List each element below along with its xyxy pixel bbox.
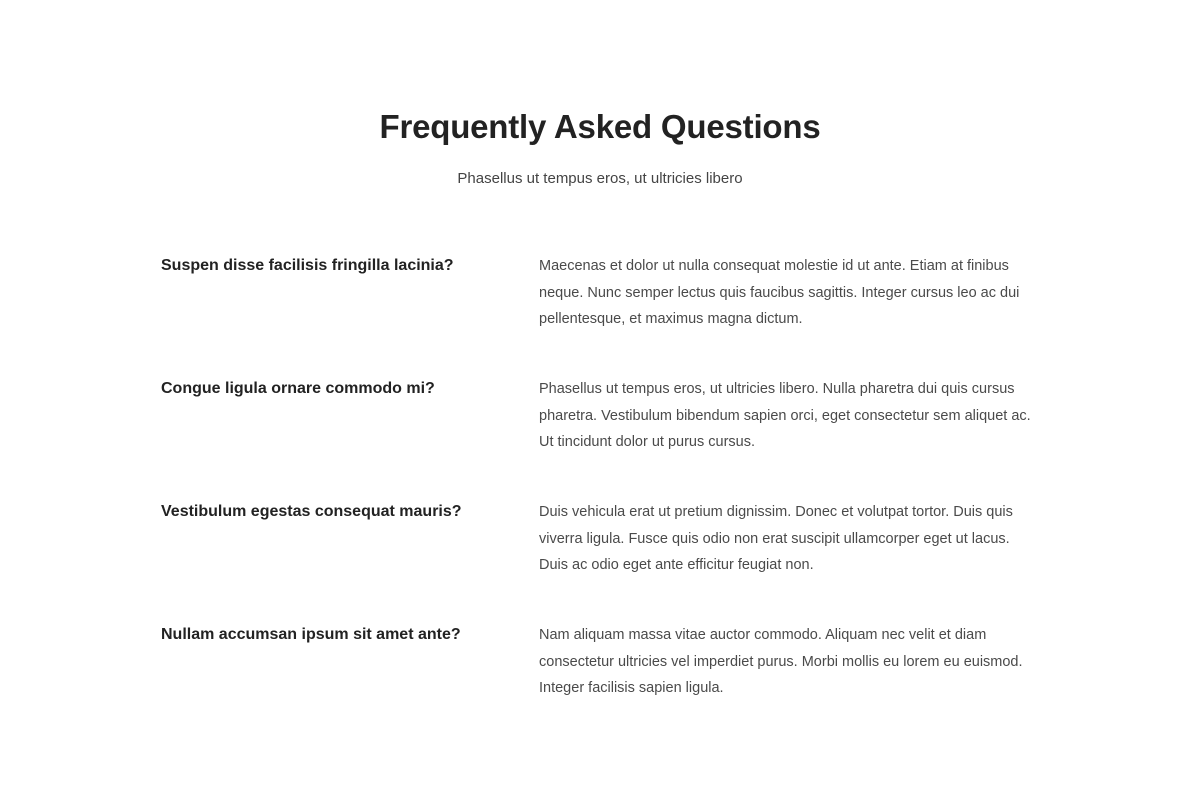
faq-question: Nullam accumsan ipsum sit amet ante?	[161, 626, 461, 643]
faq-answer: Maecenas et dolor ut nulla consequat molestie id ut ante. Etiam at finibus neque. Nunc semper lectus quis faucibus sagittis. Integer cursus leo ac dui pellentesque, et maximus magna dictum.	[539, 258, 1020, 327]
faq-list	[161, 253, 1041, 745]
faq-question: Suspen disse facilisis fringilla lacinia?	[161, 257, 454, 274]
faq-question: Vestibulum egestas consequat mauris?	[161, 503, 462, 520]
faq-header	[0, 106, 1200, 190]
faq-answer: Phasellus ut tempus eros, ut ultricies libero. Nulla pharetra dui quis cursus pharetra. Vestibulum bibendum sapien orci, eget consectetur sem aliquet ac. Ut tincidunt dolor ut purus cursus.	[539, 381, 1031, 450]
faq-question: Congue ligula ornare commodo mi?	[161, 380, 435, 397]
page-title: Frequently Asked Questions	[379, 108, 821, 145]
page-subtitle: Phasellus ut tempus eros, ut ultricies libero	[457, 170, 743, 187]
faq-item	[161, 622, 1041, 745]
faq-answer: Duis vehicula erat ut pretium dignissim. Donec et volutpat tortor. Duis quis viverra ligula. Fusce quis odio non erat suscipit ullamcorper eget ut lacus. Duis ac odio eget ante efficitur feugiat non.	[539, 504, 1013, 573]
faq-item	[161, 376, 1041, 499]
faq-answer: Nam aliquam massa vitae auctor commodo. Aliquam nec velit et diam consectetur ultricies vel imperdiet purus. Morbi mollis eu lorem eu euismod. Integer facilisis sapien ligula.	[539, 627, 1023, 696]
faq-item	[161, 253, 1041, 376]
faq-item	[161, 499, 1041, 622]
